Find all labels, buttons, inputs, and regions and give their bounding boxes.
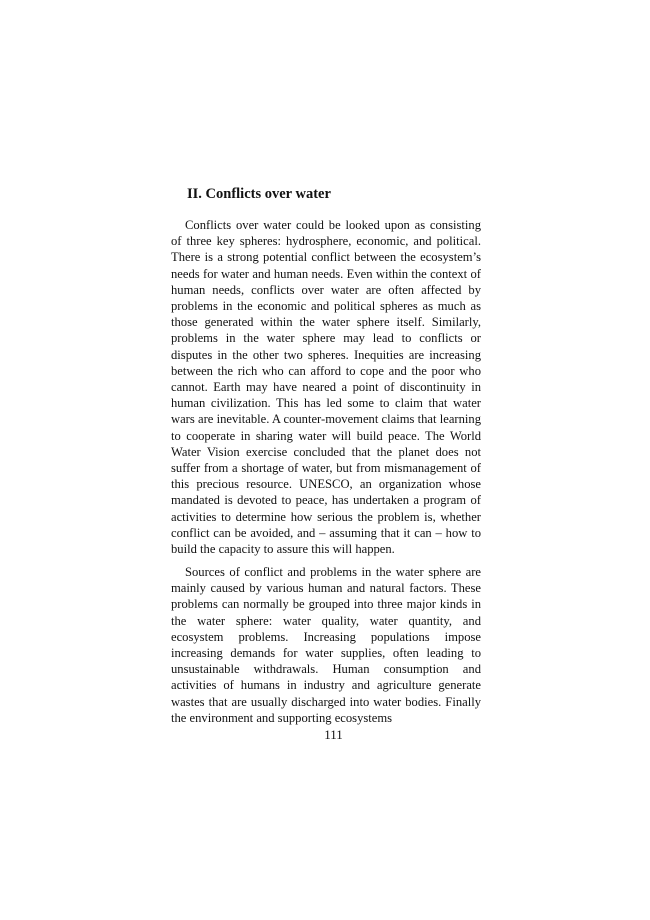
body-paragraph: Sources of conflict and problems in the water sphere are mainly caused by various human and natural factors. These problems can normally be grouped into three major kinds in the water sphere: water quality, water quantity, and ecosystem problems. Increasing populations impose increasing demands for water supplies, often leading to unsustainable withdrawals. Human consumption and activities of humans in industry and agriculture generate wastes that are usually discharged into water bodies. Finally the environment and supporting ecosystems <box>171 565 481 725</box>
body-paragraph: Conflicts over water could be looked upon as consisting of three key spheres: hydrosphere, economic, and political. There is a strong potential conflict between the ecosystem’s needs for water and human needs. Even within the context of human needs, conflicts over water are often affected by problems in the economic and political spheres as much as those generated within the water sphere itself. Similarly, problems in the water sphere may lead to conflicts or disputes in the other two spheres. Inequities are increasing between the rich who can afford to cope and the poor who cannot. Earth may have neared a point of discontinuity in human civilization. This has led some to claim that water wars are inevitable. A counter-movement claims that learning to cooperate in sharing water will build peace. The World Water Vision exercise concluded that the planet does not suffer from a shortage of water, but from mismanagement of this precious resource. UNESCO, an organization whose mandated is devoted to peace, has undertaken a program of activities to determine how serious the problem is, whether conflict can be avoided, and – assuming that it can – how to build the capacity to assure this will happen. <box>171 218 481 557</box>
page-number: 111 <box>324 727 343 742</box>
section-heading: II. Conflicts over water <box>187 186 331 202</box>
